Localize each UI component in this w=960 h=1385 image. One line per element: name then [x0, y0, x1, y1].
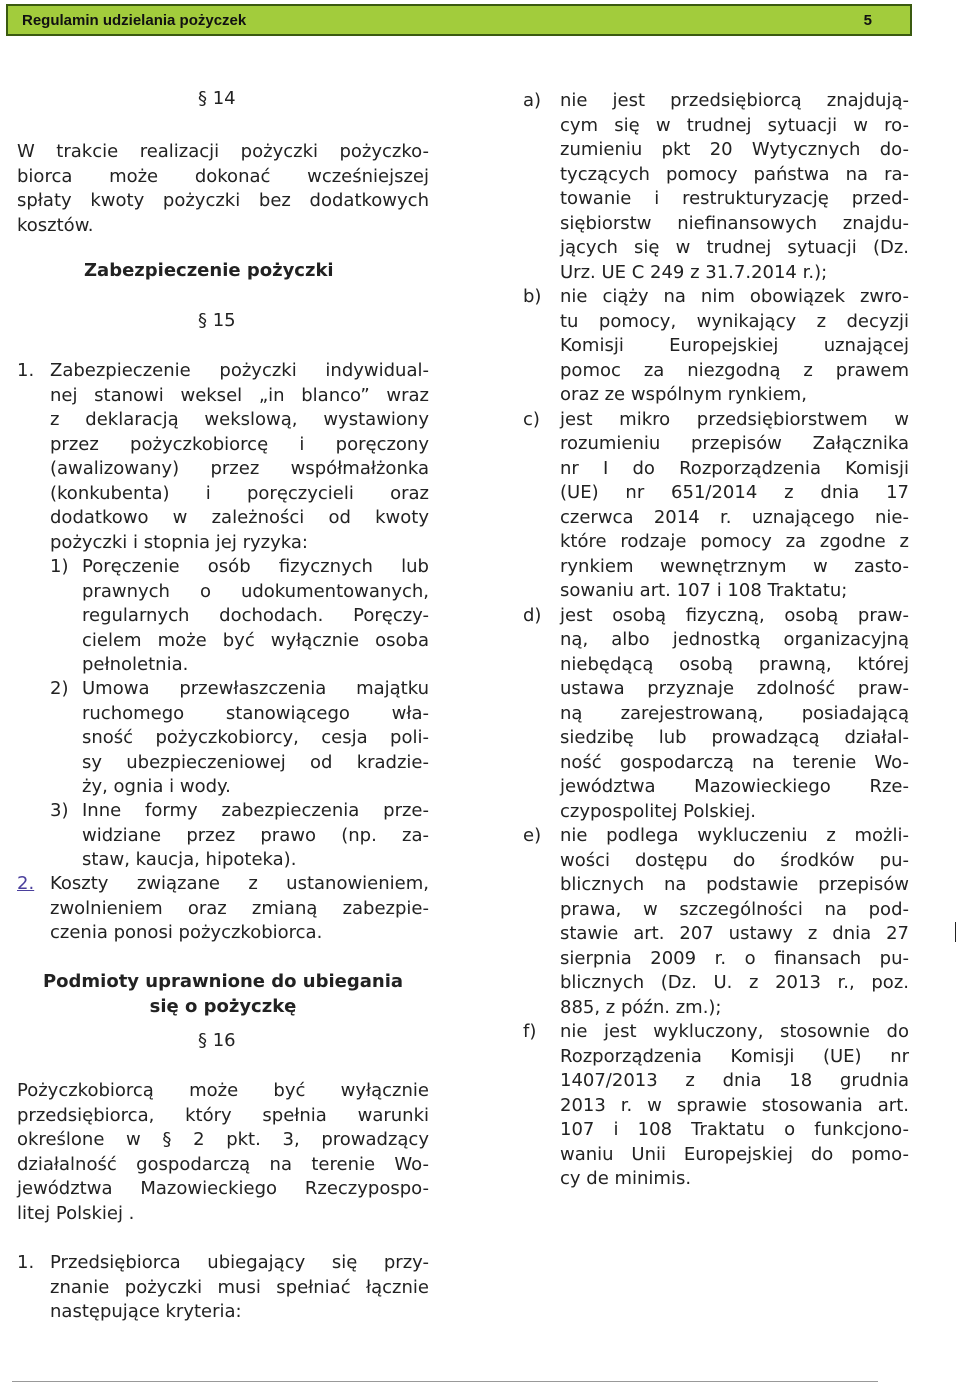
- text-line: ną zarejestrowaną, posiadającą: [560, 702, 909, 724]
- paragraph-16: [17, 1079, 429, 1226]
- criteria-item-label: e): [523, 825, 542, 846]
- text-line: 107 i 108 Traktatu o funkcjono-: [560, 1119, 909, 1140]
- text-line: następujące kryteria:: [50, 1301, 242, 1322]
- text-line: tyczących pomocy państwa na ra-: [560, 163, 909, 185]
- text-line: czenia ponosi pożyczkobiorca.: [50, 922, 323, 943]
- criteria-item-label: d): [523, 604, 542, 626]
- text-line: wości dostępu do środków pu-: [560, 849, 909, 871]
- text-line: sność pożyczkobiorcy, cesja poli-: [82, 727, 429, 748]
- text-line: rynkiem wewnętrznym w zasto-: [560, 555, 909, 577]
- section-14-label: § 14: [198, 88, 236, 109]
- text-line: 1407/2013 z dnia 18 grudnia: [560, 1070, 909, 1091]
- text-line: przez pożyczkobiorcę i poręczony: [50, 433, 429, 455]
- section-16-label: § 16: [198, 1030, 236, 1051]
- criteria-item-a: [523, 89, 909, 285]
- text-line: 885, z późn. zm.);: [560, 996, 722, 1018]
- text-line: jewództwa Mazowieckiego Rze-: [560, 776, 909, 797]
- item-1-criteria: [17, 1251, 429, 1325]
- footer-rule: [12, 1381, 878, 1382]
- subitem-2: [17, 677, 429, 800]
- text-line: jest mikro przedsiębiorstwem w: [560, 408, 909, 430]
- text-line: Umowa przewłaszczenia majątku: [82, 678, 429, 699]
- text-line: siębiorstw niefinansowych znajdu-: [560, 212, 909, 234]
- text-line: litej Polskiej .: [17, 1202, 135, 1224]
- criteria-item-f: [523, 1020, 909, 1192]
- text-line: znanie pożyczki musi spełniać łącznie: [50, 1276, 429, 1298]
- text-line: zwolnieniem oraz zmianą zabezpie-: [50, 897, 429, 919]
- text-line: dodatkowo w zależności od kwoty: [50, 507, 429, 528]
- text-line: jewództwa Mazowieckiego Rzeczypospo-: [17, 1178, 429, 1199]
- text-line: (UE) nr 651/2014 z dnia 17: [560, 482, 909, 503]
- text-line: czerwca 2014 r. uznającego nie-: [560, 506, 909, 528]
- item-1-criteria-number: 1.: [17, 1252, 35, 1273]
- text-line: 2013 r. w sprawie stosowania art.: [560, 1094, 909, 1116]
- subitem-1-number: 1): [50, 556, 69, 577]
- text-line: jest osobą fizyczną, osobą praw-: [560, 604, 909, 626]
- subitem-2-number: 2): [50, 678, 69, 699]
- criteria-item-label: a): [523, 90, 542, 111]
- text-line: nr I do Rozporządzenia Komisji: [560, 457, 909, 479]
- criteria-item-c: [523, 408, 909, 604]
- text-line: Komisji Europejskiej uznającej: [560, 335, 909, 356]
- text-line: nej stanowi weksel „in blanco” wraz: [50, 384, 429, 406]
- heading-line: się o pożyczkę: [149, 995, 297, 1017]
- text-line: czypospolitej Polskiej.: [560, 800, 756, 822]
- text-line: tu pomocy, wynikający z decyzji: [560, 310, 909, 332]
- text-line: spłaty kwoty pożyczki bez dodatkowych: [17, 190, 429, 211]
- subitem-3-number: 3): [50, 800, 69, 821]
- text-line: określone w § 2 pkt. 3, prowadzący: [17, 1129, 429, 1150]
- item-1-number: 1.: [17, 360, 35, 381]
- criteria-item-label: c): [523, 408, 540, 430]
- text-line: sierpnia 2009 r. o finansach pu-: [560, 947, 909, 969]
- subitem-3: [17, 799, 429, 873]
- paragraph-14: [17, 140, 429, 238]
- text-line: Zabezpieczenie pożyczki indywidual-: [50, 360, 429, 381]
- text-line: sy ubezpieczeniowej od kradzie-: [82, 751, 429, 773]
- text-line: Urz. UE C 249 z 31.7.2014 r.);: [560, 261, 828, 283]
- text-line: Pożyczkobiorcą może być wyłącznie: [17, 1080, 429, 1101]
- text-line: biorca może dokonać wcześniejszej: [17, 165, 429, 187]
- text-line: działalność gospodarczą na terenie Wo-: [17, 1153, 429, 1175]
- text-line: przedsiębiorca, który spełnia warunki: [17, 1104, 429, 1126]
- text-line: widziane przez prawo (np. za-: [82, 824, 429, 846]
- page-number: 5: [863, 11, 872, 29]
- criteria-item-e: [523, 824, 909, 1020]
- text-line: pełnoletnia.: [82, 654, 189, 675]
- text-line: pożyczki i stopnia jej ryzyka:: [50, 531, 308, 553]
- text-line: które rodzaje pomocy za zgodne z: [560, 531, 909, 552]
- item-2-number-link[interactable]: 2.: [17, 873, 35, 894]
- text-line: nie ciąży na nim obowiązek zwro-: [560, 286, 909, 307]
- text-line: Przedsiębiorca ubiegający się przy-: [50, 1252, 429, 1273]
- text-line: kosztów.: [17, 214, 94, 236]
- text-line: prawa, w szczególności na pod-: [560, 898, 909, 920]
- text-line: stawie art. 207 ustawy z dnia 27: [560, 923, 909, 944]
- document-title: Regulamin udzielania pożyczek: [22, 11, 247, 29]
- text-line: sowaniu art. 107 i 108 Traktatu;: [560, 580, 848, 601]
- text-line: regularnych dochodach. Poręczy-: [82, 605, 429, 626]
- text-line: (awalizowany) przez współmałżonka: [50, 458, 429, 479]
- text-line: siedzibę lub prowadzącą działal-: [560, 727, 909, 748]
- text-line: ną, albo jednostką organizacyjną: [560, 629, 909, 650]
- text-line: rozumieniu przepisów Załącznika: [560, 433, 909, 454]
- text-line: cielem może być wyłącznie osoba: [82, 629, 429, 651]
- text-line: staw, kaucja, hipoteka).: [82, 849, 297, 870]
- criteria-list: [523, 89, 909, 1192]
- text-line: ży, ognia i wody.: [82, 776, 231, 797]
- text-line: nie jest wykluczony, stosownie do: [560, 1021, 909, 1042]
- text-line: z deklaracją wekslową, wystawiony: [50, 409, 429, 430]
- text-line: Poręczenie osób fizycznych lub: [82, 556, 429, 577]
- text-line: nie podlega wykluczeniu z możli-: [560, 825, 909, 846]
- text-line: towanie i restrukturyzację przed-: [560, 188, 909, 209]
- text-line: cym się w trudnej sytuacji w ro-: [560, 114, 909, 136]
- criteria-item-label: f): [523, 1021, 537, 1042]
- text-line: pomoc za niezgodną z prawem: [560, 359, 909, 381]
- text-line: zumieniu pkt 20 Wytycznych do-: [560, 139, 909, 160]
- text-line: Inne formy zabezpieczenia prze-: [82, 800, 429, 821]
- section-15-label: § 15: [198, 310, 236, 331]
- subitem-1: [17, 555, 429, 678]
- text-line: Rozporządzenia Komisji (UE) nr: [560, 1045, 909, 1067]
- item-1: [17, 359, 429, 555]
- text-line: ustawa przyznaje zdolność praw-: [560, 678, 909, 699]
- text-line: niebędącą osobą prawną, której: [560, 653, 909, 675]
- text-line: oraz ze wspólnym rynkiem,: [560, 384, 807, 405]
- heading-zabezpieczenie: Zabezpieczenie pożyczki: [84, 260, 334, 281]
- text-line: ność gospodarczą na terenie Wo-: [560, 751, 909, 773]
- text-line: blicznych (Dz. U. z 2013 r., poz.: [560, 972, 909, 993]
- text-line: cy de minimis.: [560, 1168, 692, 1189]
- text-line: (konkubenta) i poręczycieli oraz: [50, 482, 429, 504]
- text-line: jących się w trudnej sytuacji (Dz.: [560, 237, 909, 258]
- text-line: waniu Unii Europejskiej do pomo-: [560, 1143, 909, 1165]
- text-line: W trakcie realizacji pożyczki pożyczko-: [17, 141, 429, 162]
- heading-line: Podmioty uprawnione do ubiegania: [42, 971, 404, 992]
- text-line: blicznych na podstawie przepisów: [560, 874, 909, 895]
- page-header: [6, 4, 912, 36]
- item-2: [17, 872, 429, 946]
- text-line: ruchomego stanowiącego wła-: [82, 702, 429, 724]
- criteria-item-b: [523, 285, 909, 408]
- criteria-item-label: b): [523, 286, 542, 307]
- text-line: Koszty związane z ustanowieniem,: [50, 873, 429, 894]
- text-line: prawnych o udokumentowanych,: [82, 580, 429, 602]
- text-line: nie jest przedsiębiorcą znajdują-: [560, 90, 909, 111]
- criteria-item-d: [523, 604, 909, 825]
- heading-podmioty: [17, 970, 429, 1019]
- text-cursor-mark: [955, 922, 956, 942]
